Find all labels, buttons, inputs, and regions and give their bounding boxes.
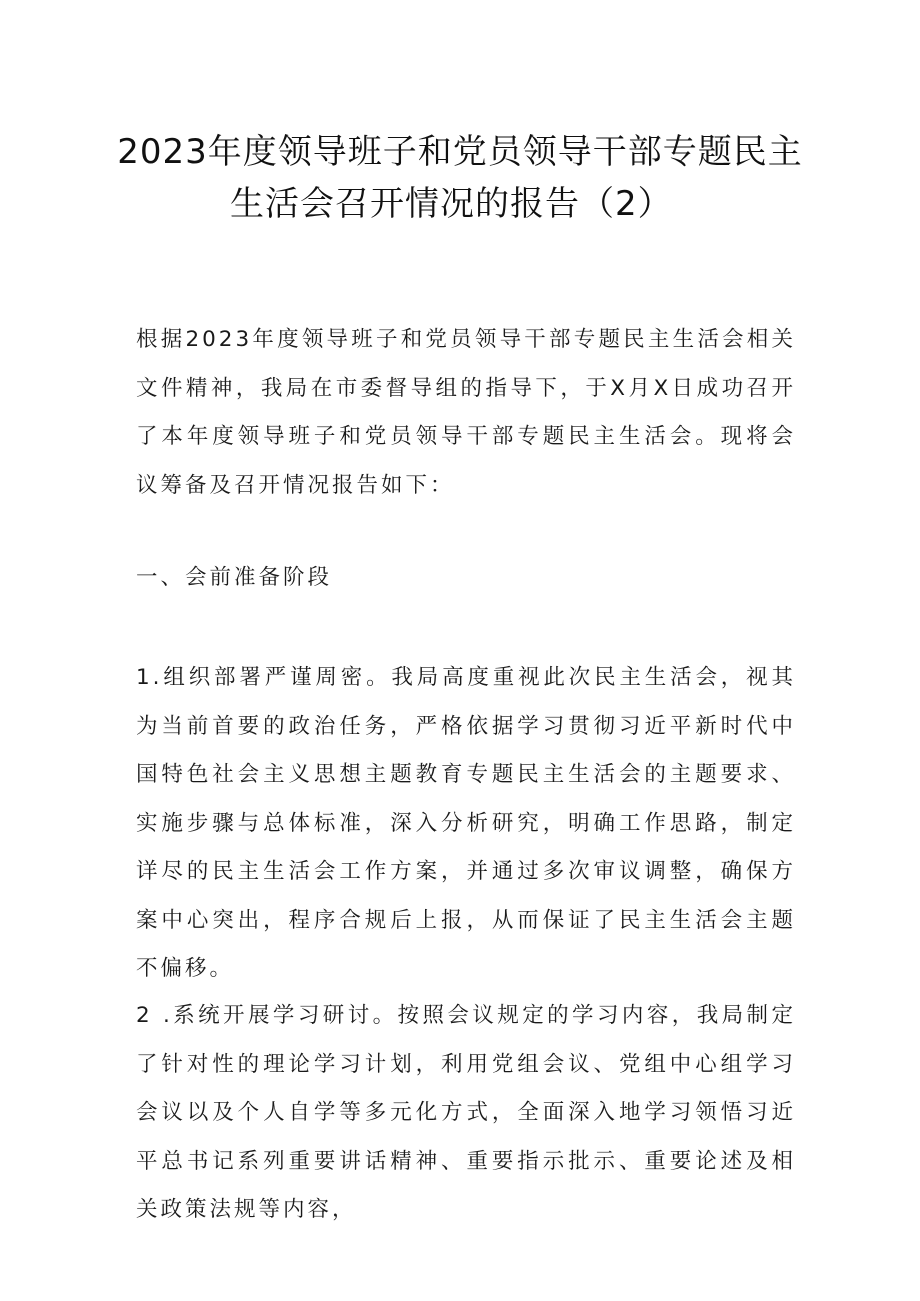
title-line-1: 2023年度领导班子和党员领导干部专题民主 bbox=[117, 132, 803, 172]
title-line-2: 生活会召开情况的报告（2） bbox=[230, 184, 673, 224]
intro-paragraph: 根据2023年度领导班子和党员领导干部专题民主生活会相关文件精神，我局在市委督导组的指导下，于X月X日成功召开了本年度领导班子和党员领导干部专题民主生活会。现将会议筹备及召开情况报告如下： bbox=[136, 327, 796, 498]
section-heading: 一、会前准备阶段 bbox=[136, 565, 333, 590]
paragraph-item-1: 1.组织部署严谨周密。我局高度重视此次民主生活会，视其为当前首要的政治任务，严格依据学习贯彻习近平新时代中国特色社会主义思想主题教育专题民主生活会的主题要求、实施步骤与总体标准，深入分析研究，明确工作思路，制定详尽的民主生活会工作方案，并通过多次审议调整，确保方案中心突出，程序合规后上报，从而保证了民主生活会主题不偏移。 bbox=[136, 665, 796, 981]
paragraph-item-2: 2 .系统开展学习研讨。按照会议规定的学习内容，我局制定了针对性的理论学习计划，利用党组会议、党组中心组学习会议以及个人自学等多元化方式，全面深入地学习领悟习近平总书记系列重要讲话精神、重要指示批示、重要论述及相关政策法规等内容， bbox=[136, 1003, 796, 1222]
document-title bbox=[100, 126, 820, 230]
